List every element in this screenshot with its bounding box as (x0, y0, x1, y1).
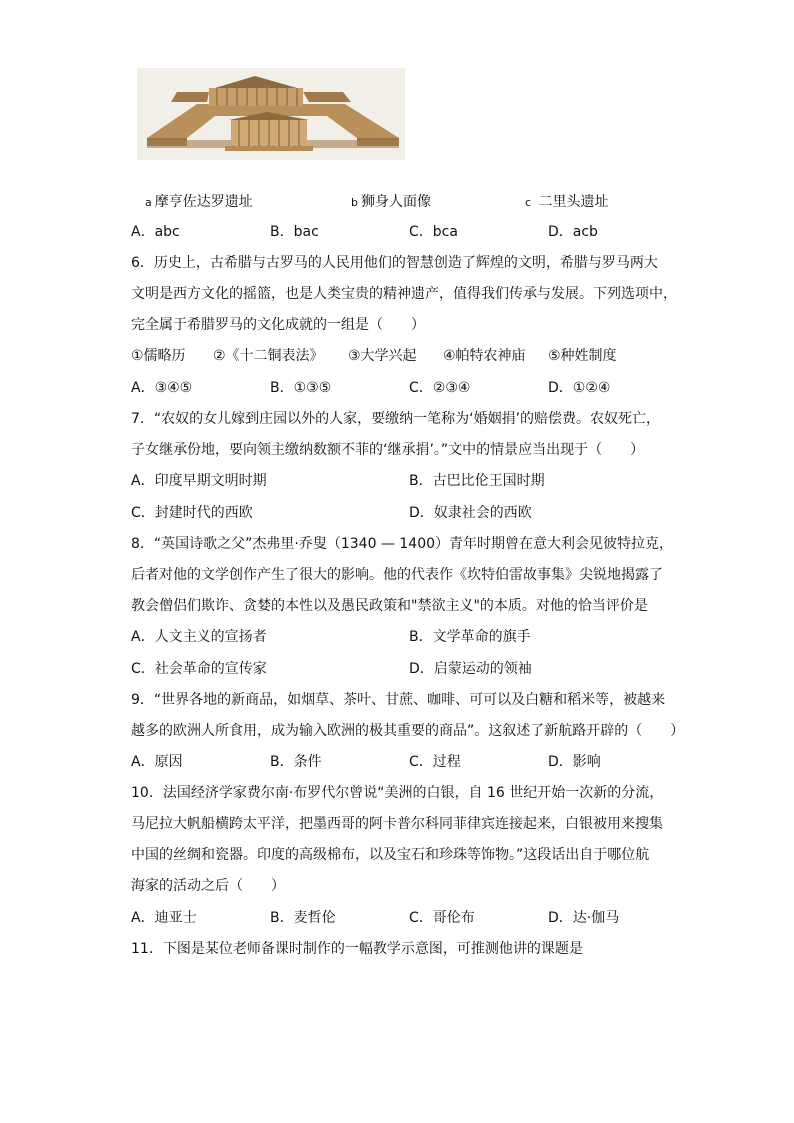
q9-option-c: C．过程 (409, 754, 461, 770)
q8-option-a: A．人文主义的宣扬者 (131, 629, 267, 645)
q7-line-1: 7．“农奴的女儿嫁到庄园以外的人家，要缴纳一笔称为‘婚姻捐’的赔偿费。农奴死亡， (131, 411, 661, 427)
q10-option-d: D．达·伽马 (548, 910, 620, 926)
q6-option-b: B．①③⑤ (270, 380, 332, 396)
q5-option-c: C．bca (409, 224, 458, 240)
q6-item-3: ③大学兴起 (348, 348, 417, 364)
q9-option-a: A．原因 (131, 754, 183, 770)
q8-option-c: C．社会革命的宣传家 (131, 661, 267, 677)
q10-line-2: 马尼拉大帆船横跨太平洋，把墨西哥的阿卡普尔科同菲律宾连接起来，白银被用来搜集 (131, 816, 663, 832)
caption-b: b 狮身人面像 (351, 194, 431, 210)
q7-option-c: C．封建时代的西欧 (131, 505, 253, 521)
q5-option-b: B．bac (270, 224, 319, 240)
q9-line-1: 9．“世界各地的新商品，如烟草、茶叶、甘蔗、咖啡、可可以及白糖和稻米等，被越来 (131, 692, 666, 708)
q6-option-d: D．①②④ (548, 380, 611, 396)
q11-line-1: 11．下图是某位老师备课时制作的一幅教学示意图，可推测他讲的课题是 (131, 941, 583, 957)
q10-line-1: 10．法国经济学家费尔南·布罗代尔曾说“美洲的白银，自 16 世纪开始一次新的分流， (131, 785, 664, 801)
q6-option-a: A．③④⑤ (131, 380, 193, 396)
q6-line-3: 完全属于希腊罗马的文化成就的一组是（ ） (131, 317, 425, 333)
q10-option-a: A．迪亚士 (131, 910, 197, 926)
q10-line-3: 中国的丝绸和瓷器。印度的高级棉布，以及宝石和珍珠等饰物。”这段话出自于哪位航 (131, 847, 650, 863)
q10-option-b: B．麦哲伦 (270, 910, 336, 926)
q10-option-c: C．哥伦布 (409, 910, 475, 926)
caption-c: c 二里头遗址 (525, 194, 609, 210)
figure-captions (0, 191, 794, 213)
q7-option-a: A．印度早期文明时期 (131, 473, 267, 489)
q7-option-b: B．古巴比伦王国时期 (409, 473, 545, 489)
architecture-model-image (137, 68, 405, 160)
q7-option-d: D．奴隶社会的西欧 (409, 505, 532, 521)
caption-a: a 摩亨佐达罗遗址 (145, 194, 253, 210)
q8-line-3: 教会僧侣们欺诈、贪婪的本性以及愚民政策和"禁欲主义"的本质。对他的恰当评价是 (131, 598, 648, 614)
q5-option-a: A．abc (131, 224, 180, 240)
q6-item-5: ⑤种姓制度 (548, 348, 617, 364)
q6-line-2: 文明是西方文化的摇篮，也是人类宝贵的精神遗产，值得我们传承与发展。下列选项中， (131, 286, 677, 302)
q9-option-b: B．条件 (270, 754, 322, 770)
q6-option-c: C．②③④ (409, 380, 471, 396)
q6-item-1: ①儒略历 (131, 348, 186, 364)
q9-option-d: D．影响 (548, 754, 601, 770)
q5-option-d: D．acb (548, 224, 598, 240)
q9-line-2: 越多的欧洲人所食用，成为输入欧洲的极其重要的商品”。这叙述了新航路开辟的（ ） (131, 723, 685, 739)
q8-option-d: D．启蒙运动的领袖 (409, 661, 532, 677)
q8-line-2: 后者对他的文学创作产生了很大的影响。他的代表作《坎特伯雷故事集》尖锐地揭露了 (131, 567, 663, 583)
q8-line-1: 8．“英国诗歌之父”杰弗里·乔叟（1340 — 1400）青年时期曾在意大利会见彼特拉克， (131, 536, 674, 552)
q7-line-2: 子女继承份地，要向领主缴纳数额不菲的‘继承捐’。”文中的情景应当出现于（ ） (131, 442, 645, 458)
q6-item-2: ②《十二铜表法》 (213, 348, 324, 364)
q8-option-b: B．文学革命的旗手 (409, 629, 531, 645)
q6-line-1: 6．历史上，古希腊与古罗马的人民用他们的智慧创造了辉煌的文明，希腊与罗马两大 (131, 255, 658, 271)
q6-item-4: ④帕特农神庙 (443, 348, 526, 364)
q10-line-4: 海家的活动之后（ ） (131, 878, 285, 894)
